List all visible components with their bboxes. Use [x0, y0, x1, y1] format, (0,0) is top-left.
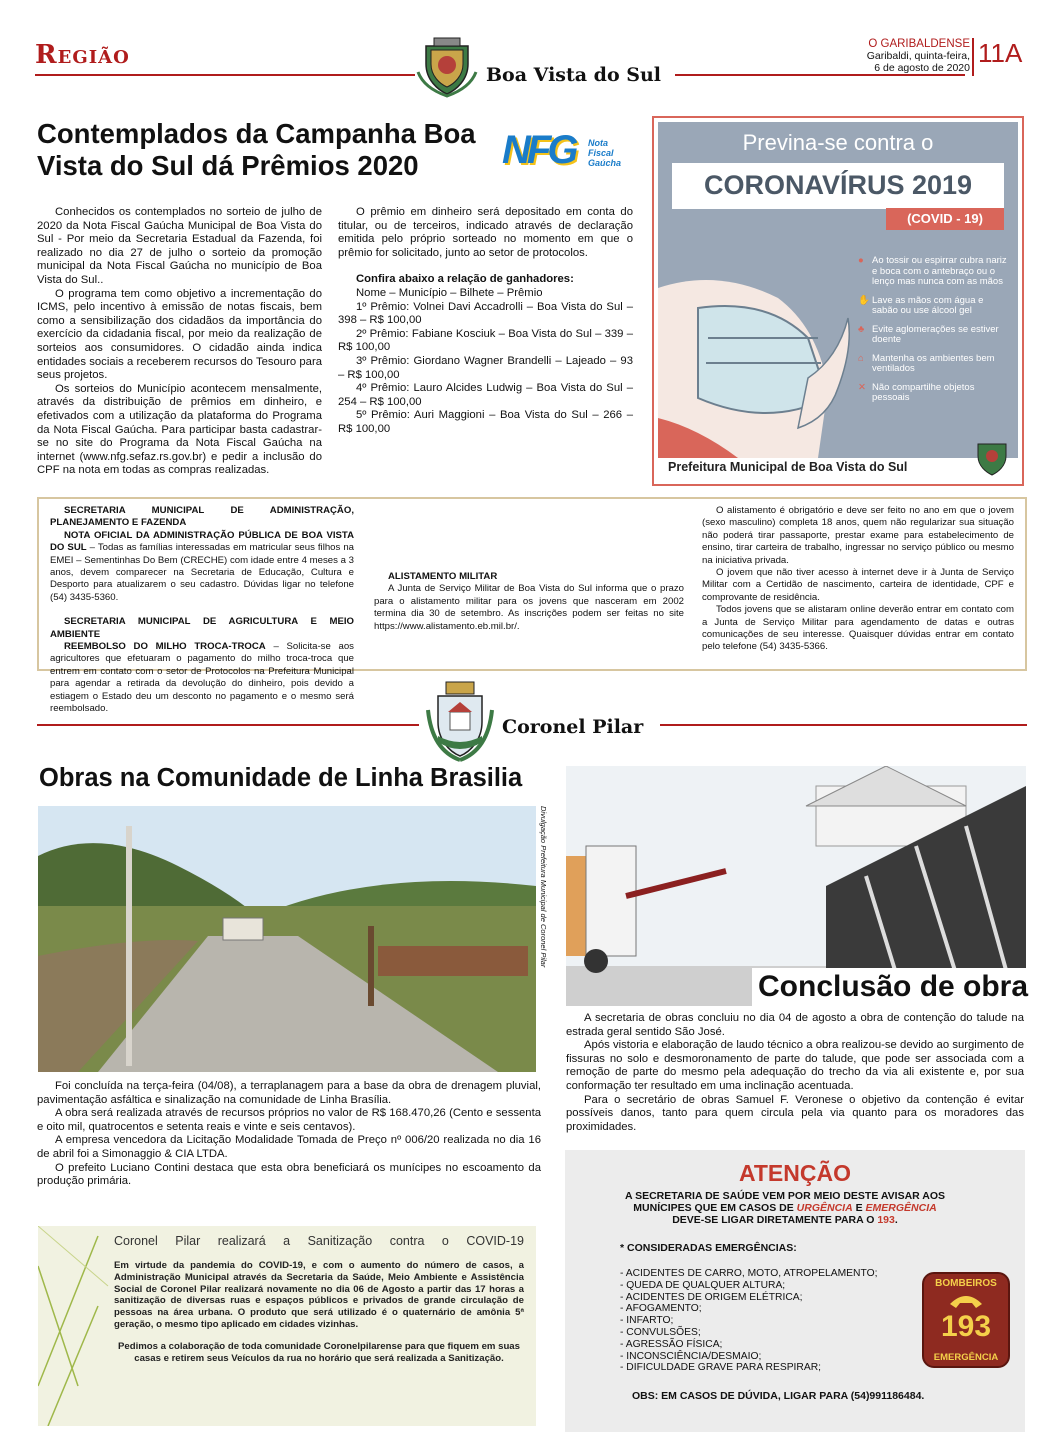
article-title: Contemplados da Campanha Boa Vista do Sul dá Prêmios 2020: [37, 118, 476, 181]
road-photo: [38, 806, 536, 1072]
dateline-date: 6 de agosto de 2020: [874, 62, 970, 74]
winner-item: 1º Prêmio: Volnei Davi Accadrolli – Boa Vista do Sul – 398 – R$ 100,00: [338, 300, 633, 327]
nfg-logo-caption: Nota Fiscal Gaúcha: [588, 138, 622, 168]
badge-bottom-label: EMERGÊNCIA: [933, 1352, 999, 1363]
article-paragraph: A empresa vencedora da Licitação Modalidade Tomada de Preço nº 006/20 realizada no dia 16 de abril foi a Simonaggio & CIA LTDA.: [37, 1134, 541, 1160]
covid-tip: ♣ Evite aglomerações se estiver doente: [858, 323, 999, 345]
boa-vista-coat-of-arms-icon: [414, 32, 480, 98]
phone-icon: [948, 1292, 984, 1310]
covid-tip-list: [858, 256, 1008, 404]
notice-paragraph: REEMBOLSO DO MILHO TROCA-TROCA – Solicita-se aos agricultores que efetuaram o pagamento do milho troca-troca que entrem em contato com o setor de Protocolos na Prefeitura Municipal para agendar a retirada da devolução do dinheiro, pois devido a estiagem o Estado deu um desconto no pagamento e o mesmo será reembolsado.: [50, 641, 354, 715]
masthead-divider: [972, 38, 974, 76]
covid-ad-badge: (COVID - 19): [886, 208, 1004, 230]
section-rule-right: [675, 74, 965, 76]
emergency-item: - QUEDA DE QUALQUER ALTURA;: [620, 1279, 786, 1291]
badge-number: 193: [940, 1310, 992, 1343]
section2-rule-left: [37, 724, 419, 726]
emergency-item: - INFARTO;: [620, 1315, 674, 1327]
masked-face-illustration: [658, 268, 858, 458]
notice-paragraph: O alistamento é obrigatório e deve ser feito no ano em que o jovem (sexo masculino) completa 18 anos, quem não regularizar sua situação não poderá tirar passaporte, prestar exame para estabelecimento de ensino, tirar carteira de trabalho, ingressar no serviço público ou mesmo na iniciativa privada.: [702, 505, 1014, 566]
nfg-logo: [502, 128, 634, 186]
notice-heading: SECRETARIA MUNICIPAL DE ADMINISTRAÇÃO, PLANEJAMENTO E FAZENDA: [50, 505, 354, 529]
masthead-info: [820, 38, 970, 74]
emergency-item: - INCONSCIÊNCIA/DESMAIO;: [620, 1350, 762, 1362]
page-number: 11A: [978, 38, 1023, 68]
article-paragraph: Conhecidos os contemplados no sorteio de julho de 2020 da Nota Fiscal Gaúcha Municipal de Boa Vista do Sul - Por meio da Secretaria Estadual da Fazenda, foi realizado no dia 27 de julho o sorteio da promoção municipal da Nota Fiscal Gaúcha no município de Boa Vista do Sul..: [37, 206, 322, 286]
covid-ad-line1: Previna-se contra o: [742, 130, 934, 155]
covid-ad-title: CORONAVÍRUS 2019: [703, 170, 973, 200]
winners-heading: Confira abaixo a relação de ganhadores:: [356, 273, 574, 286]
article1-col1: [37, 206, 322, 478]
cutlery-icon: ✕: [858, 381, 866, 393]
sanitization-title: Coronel Pilar realizará a Sanitização contra o COVID-19: [114, 1234, 524, 1248]
coronel-pilar-coat-of-arms-icon: [424, 680, 496, 762]
emergency-item: - AFOGAMENTO;: [620, 1303, 702, 1315]
sanitization-paragraph: Em virtude da pandemia do COVID-19, e com o aumento do número de casos, a Administração Municipal através da Secretaria da Saúde, Meio Ambiente e Assistência Social de Coronel Pilar realizará novamente no dia 06 de Agosto a partir das 17 horas a sanitização de diversas ruas e espaços públicos e privados de grande circulação de pessoas na área urbana. O produto que será utilizado é o quaternário de amônia 5ª geração, o mesmo tipo aplicado em cidades vizinhas.: [114, 1260, 524, 1330]
covid-ad: [652, 116, 1024, 486]
article-paragraph: Após vistoria e elaboração de laudo técnico a obra realizou-se devido ao surgimento de fissuras no solo e desmoronamento de parte do talude, que pode ser associada com a remoção de parte do mesmo pela adequação do trecho da via ali existente e, por sua conformação ter resultado em uma inclinação acentuada.: [566, 1039, 1024, 1092]
article-title: Obras na Comunidade de Linha Brasilia: [39, 764, 523, 792]
notice-col3: [702, 505, 1014, 654]
article-paragraph: Foi concluída na terça-feira (04/08), a terraplanagem para a base da obra de drenagem pluvial, pavimentação asfáltica e sinalização na comunidade de Linha Brasília.: [37, 1080, 541, 1106]
article-paragraph: Para o secretário de obras Samuel F. Veronese o objetivo da contenção é evitar possíveis danos, tanto para quem circula pela via quanto para os moradores das proximidades.: [566, 1093, 1024, 1133]
emergency-item: - DIFICULDADE GRAVE PARA RESPIRAR;: [620, 1362, 822, 1374]
covid-tip: ✕ Não compartilhe objetos pessoais: [858, 381, 975, 403]
attention-intro: A SECRETARIA DE SAÚDE VEM POR MEIO DESTE AVISAR AOS MUNÍCIPES QUE EM CASOS DE URGÊNCIA E EMERGÊNCIA DEVE-SE LIGAR DIRETAMENTE PARA O 193.: [624, 1190, 946, 1226]
notice-col1: [50, 505, 354, 716]
emergency-item: - CONVULSÕES;: [620, 1326, 701, 1338]
article-paragraph: Os sorteios do Município acontecem mensalmente, através da distribuição de prêmios em dinheiro, e efetivados com a utilização da plataforma do Programa da Nota Fiscal Gaúcha. Para participar basta cadastrar-se no site do Programa da Nota Fiscal Gaúcha na internet (www.nfg.sefaz.rs.gov.br) e pedir a inclusão do CPF na nota em todas as compras realizadas.: [37, 382, 322, 477]
article-paragraph: A obra será realizada através de recursos próprios no valor de R$ 168.470,26 (Cento e sessenta e oito mil, quatrocentos e setenta reais e vinte e seis centavos).: [37, 1107, 541, 1133]
sanitization-body: [114, 1260, 524, 1364]
section-rule: [35, 74, 415, 76]
winner-item: 5º Prêmio: Auri Maggioni – Boa Vista do Sul – 266 – R$ 100,00: [338, 409, 633, 435]
winner-item: 4º Prêmio: Lauro Alcides Ludwig – Boa Vista do Sul – 254 – R$ 100,00: [338, 382, 633, 408]
newspaper-name: O GARIBALDENSE: [868, 38, 970, 50]
photo-credit: Divulgação Prefeitura Municipal de Coronel Pilar: [539, 806, 548, 968]
badge-top-label: BOMBEIROS: [935, 1278, 997, 1289]
municipality-name-boa-vista: Boa Vista do Sul: [486, 64, 662, 86]
winner-item: 3º Prêmio: Giordano Wagner Brandelli – Lajeado – 93 – R$ 100,00: [338, 354, 633, 381]
bombeiros-badge: [922, 1272, 1010, 1368]
covid-tip: ⌂ Mantenha os ambientes bem ventilados: [858, 352, 995, 374]
hand-wash-icon: ✋: [858, 294, 870, 306]
winners-format: Nome – Município – Bilhete – Prêmio: [356, 286, 543, 299]
winner-item: 2º Prêmio: Fabiane Kosciuk – Boa Vista do Sul – 339 – R$ 100,00: [338, 327, 633, 354]
article-paragraph: O prêmio em dinheiro será depositado em conta do titular, ou de terceiros, indicado através de declaração emitida pelo próprio sorteado no momento em que o prêmio for solicitado, junto ao setor de protocolos.: [338, 206, 633, 259]
sanitization-paragraph: Pedimos a colaboração de toda comunidade Coronelpilarense para que fiquem em suas casas e retirem seus Veículos da rua no horário que será realizada a Sanitização.: [118, 1340, 520, 1364]
article1-col2: [338, 206, 633, 437]
notice-heading: SECRETARIA MUNICIPAL DE AGRICULTURA E MEIO AMBIENTE: [50, 616, 354, 640]
attention-obs: OBS: EM CASOS DE DÚVIDA, LIGAR PARA (54)991186484.: [632, 1390, 925, 1402]
emergency-item: - AGRESSÃO FÍSICA;: [620, 1338, 723, 1350]
section2-rule-right: [660, 724, 1027, 726]
notice-paragraph: A Junta de Serviço Militar de Boa Vista do Sul informa que o prazo para o alistamento militar para os jovens que nasceram em 2002 termina dia 30 de setembro. As inscrições podem ser feitas no site https://www.alistamento.eb.mil.br/.: [374, 583, 684, 632]
covid-tip: ● Ao tossir ou espirrar cubra nariz e boca com o antebraço ou o lenço mas nunca com as mãos: [858, 255, 1007, 287]
person-cough-icon: ●: [858, 255, 864, 266]
article2-body: [37, 1080, 541, 1189]
decorative-lines: [38, 1226, 118, 1426]
emergency-item: - ACIDENTES DE CARRO, MOTO, ATROPELAMENTO;: [620, 1268, 878, 1279]
municipality-name-coronel-pilar: Coronel Pilar: [502, 716, 644, 738]
emergency-item: - ACIDENTES DE ORIGEM ELÉTRICA;: [620, 1291, 803, 1303]
notice-paragraph: NOTA OFICIAL DA ADMINISTRAÇÃO PÚBLICA DE BOA VISTA DO SUL – Todas as famílias interessadas em matricular seus filhos na EMEI – Sementinhas Do Bem (CRECHE) com idade entre 4 meses a 3 anos, devem comparecer na Secretaria de Educação, Cultura e Desporto para atualizarem o seu cadastro. Dúvidas ligar no telefone (54) 3435-5360.: [50, 529, 354, 603]
attention-title: ATENÇÃO: [738, 1160, 851, 1186]
article-paragraph: O programa tem como objetivo a incrementação do ICMS, pelo incentivo à emissão de notas fiscais, bem como a sensibilização dos cidadãos da importância do exercício da cidadania fiscal, por meio da realização de sorteios aos consumidores. O cidadão ainda indica entidades sociais a receberem recursos do Tesouro para seus projetos.: [37, 287, 322, 382]
article-paragraph: A secretaria de obras concluiu no dia 04 de agosto a obra de contenção do talude na estrada geral sentido São José.: [566, 1012, 1024, 1038]
article-paragraph: O prefeito Luciano Contini destaca que esta obra beneficiará os munícipes no escoamento da produção primária.: [37, 1161, 541, 1188]
sanitization-box: [38, 1226, 536, 1426]
notice-paragraph: Todos jovens que se alistaram online deverão entrar em contato com a Junta de Serviço Militar para agendamento de datas e outras comunicações de seu interesse. Quaisquer dúvidas entrar em contato pelo telefone (54) 3435-5366.: [702, 604, 1014, 653]
notice-paragraph: O jovem que não tiver acesso à internet deve ir à Junta de Serviço Militar com a Certidão de nascimento, carteira de identidade, CPF e comprovante de residência.: [702, 567, 1014, 603]
section-title: Região: [35, 40, 130, 70]
covid-tip: ✋ Lave as mãos com água e sabão ou use álcool gel: [858, 294, 984, 316]
dateline: Garibaldi, quinta-feira,: [866, 50, 970, 62]
emergencies-heading: * CONSIDERADAS EMERGÊNCIAS:: [620, 1242, 797, 1254]
house-icon: ⌂: [858, 352, 864, 364]
emergencies-list: [620, 1268, 877, 1374]
prefeitura-coat-of-arms-icon: [972, 438, 1012, 478]
notice-heading: ALISTAMENTO MILITAR: [388, 571, 498, 582]
crowd-icon: ♣: [858, 323, 865, 335]
covid-ad-footer: Prefeitura Municipal de Boa Vista do Sul: [668, 460, 908, 474]
article-title: Conclusão de obra: [752, 968, 1034, 1006]
notice-col2: [374, 505, 684, 633]
nfg-logo-letters: NFG: [502, 128, 575, 172]
article3-body: [566, 1012, 1024, 1134]
